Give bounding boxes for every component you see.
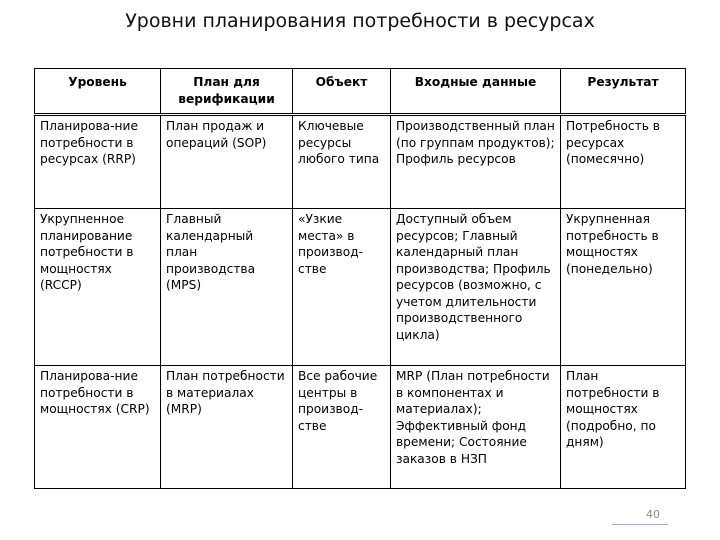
cell-result: Потребность в ресурсах (помесячно) xyxy=(561,115,686,209)
header-object: Объект xyxy=(293,69,391,115)
cell-object: «Узкие места» в производ-стве xyxy=(293,209,391,366)
header-input-data: Входные данные xyxy=(391,69,561,115)
cell-input-data: Доступный объем ресурсов; Главный календарный план производства; Профиль ресурсов (возможно, с учетом длительности производственного цикла) xyxy=(391,209,561,366)
planning-levels-table xyxy=(34,68,686,489)
table-row xyxy=(35,115,686,209)
cell-level: Укрупненное планирование потребности в мощностях (RCCP) xyxy=(35,209,161,366)
cell-result: План потребности в мощностях (подробно, по дням) xyxy=(561,366,686,489)
table-header-row xyxy=(35,69,686,115)
header-result: Результат xyxy=(561,69,686,115)
page-title: Уровни планирования потребности в ресурсах xyxy=(125,10,595,32)
cell-object: Ключевые ресурсы любого типа xyxy=(293,115,391,209)
cell-input-data: MRP (План потребности в компонентах и материалах); Эффективный фонд времени; Состояние заказов в НЗП xyxy=(391,366,561,489)
header-verification-plan: План для верификации xyxy=(161,69,293,115)
table-row xyxy=(35,209,686,366)
header-level: Уровень xyxy=(35,69,161,115)
page-number: 40 xyxy=(646,508,660,521)
cell-verification-plan: Главный календарный план производства (MPS) xyxy=(161,209,293,366)
cell-object: Все рабочие центры в производ-стве xyxy=(293,366,391,489)
cell-result: Укрупненная потребность в мощностях (понедельно) xyxy=(561,209,686,366)
cell-verification-plan: План потребности в материалах (MRP) xyxy=(161,366,293,489)
cell-level: Планирова-ние потребности в мощностях (CRP) xyxy=(35,366,161,489)
cell-verification-plan: План продаж и операций (SOP) xyxy=(161,115,293,209)
page-number-underline xyxy=(612,524,668,525)
cell-input-data: Производственный план (по группам продуктов); Профиль ресурсов xyxy=(391,115,561,209)
cell-level: Планирова-ние потребности в ресурсах (RRP) xyxy=(35,115,161,209)
table-row xyxy=(35,366,686,489)
